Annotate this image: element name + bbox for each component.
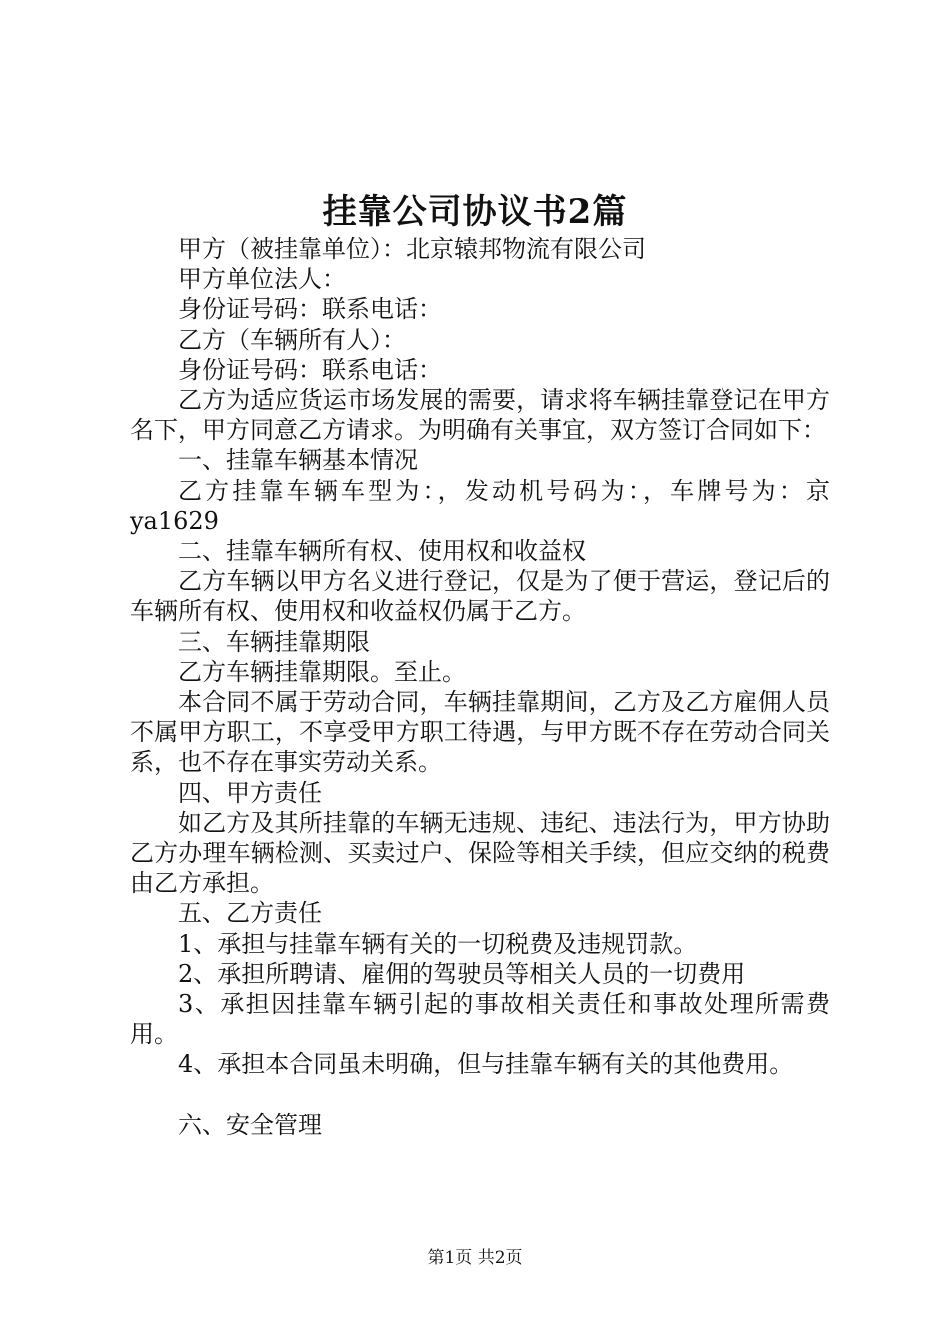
section-4-paragraph: 如乙方及其所挂靠的车辆无违规、违纪、违法行为，甲方协助乙方办理车辆检测、买卖过户、保险等相关手续，但应交纳的税费由乙方承担。	[130, 808, 830, 898]
section-5-item-1: 1、承担与挂靠车辆有关的一切税费及违规罚款。	[178, 929, 698, 958]
party-a-id-phone: 身份证号码：联系电话：	[178, 295, 442, 324]
party-a-name: 甲方（被挂靠单位）：北京辕邦物流有限公司	[178, 235, 646, 263]
section-5-item-4: 4、承担本合同虽未明确，但与挂靠车辆有关的其他费用。	[178, 1050, 794, 1079]
party-b-id-phone: 身份证号码：联系电话：	[178, 355, 442, 384]
section-3-paragraph: 乙方车辆挂靠期限。至止。	[178, 657, 466, 686]
section-3-paragraph-2: 本合同不属于劳动合同，车辆挂靠期间，乙方及乙方雇佣人员不属甲方职工，不享受甲方职工待遇，与甲方既不存在劳动合同关系，也不存在事实劳动关系。	[130, 688, 830, 777]
party-a-legal-rep: 甲方单位法人：	[178, 265, 346, 294]
section-5-item-2: 2、承担所聘请、雇佣的驾驶员等相关人员的一切费用	[178, 959, 746, 988]
section-3-heading: 三、车辆挂靠期限	[178, 627, 370, 656]
preamble-paragraph: 乙方为适应货运市场发展的需要，请求将车辆挂靠登记在甲方名下，甲方同意乙方请求。为明确有关事宜，双方签订合同如下：	[130, 386, 830, 445]
section-5-heading: 五、乙方责任	[178, 899, 322, 928]
page-footer: 第1页 共2页	[427, 1248, 523, 1268]
document-title: 挂靠公司协议书2篇	[322, 192, 628, 232]
document-body	[130, 234, 830, 1140]
section-1-heading: 一、挂靠车辆基本情况	[178, 446, 418, 475]
section-2-heading: 二、挂靠车辆所有权、使用权和收益权	[178, 537, 586, 566]
section-1-paragraph: 乙方挂靠车辆车型为：，发动机号码为：，车牌号为：京ya1629	[130, 476, 830, 535]
blank-line	[130, 1080, 830, 1110]
section-6-heading: 六、安全管理	[178, 1110, 322, 1139]
section-5-item-3: 3、承担因挂靠车辆引起的事故相关责任和事故处理所需费用。	[130, 990, 830, 1049]
section-4-heading: 四、甲方责任	[178, 778, 322, 807]
section-2-paragraph: 乙方车辆以甲方名义进行登记，仅是为了便于营运，登记后的车辆所有权、使用权和收益权仍属于乙方。	[130, 567, 830, 626]
party-b-name: 乙方（车辆所有人）：	[178, 325, 406, 354]
